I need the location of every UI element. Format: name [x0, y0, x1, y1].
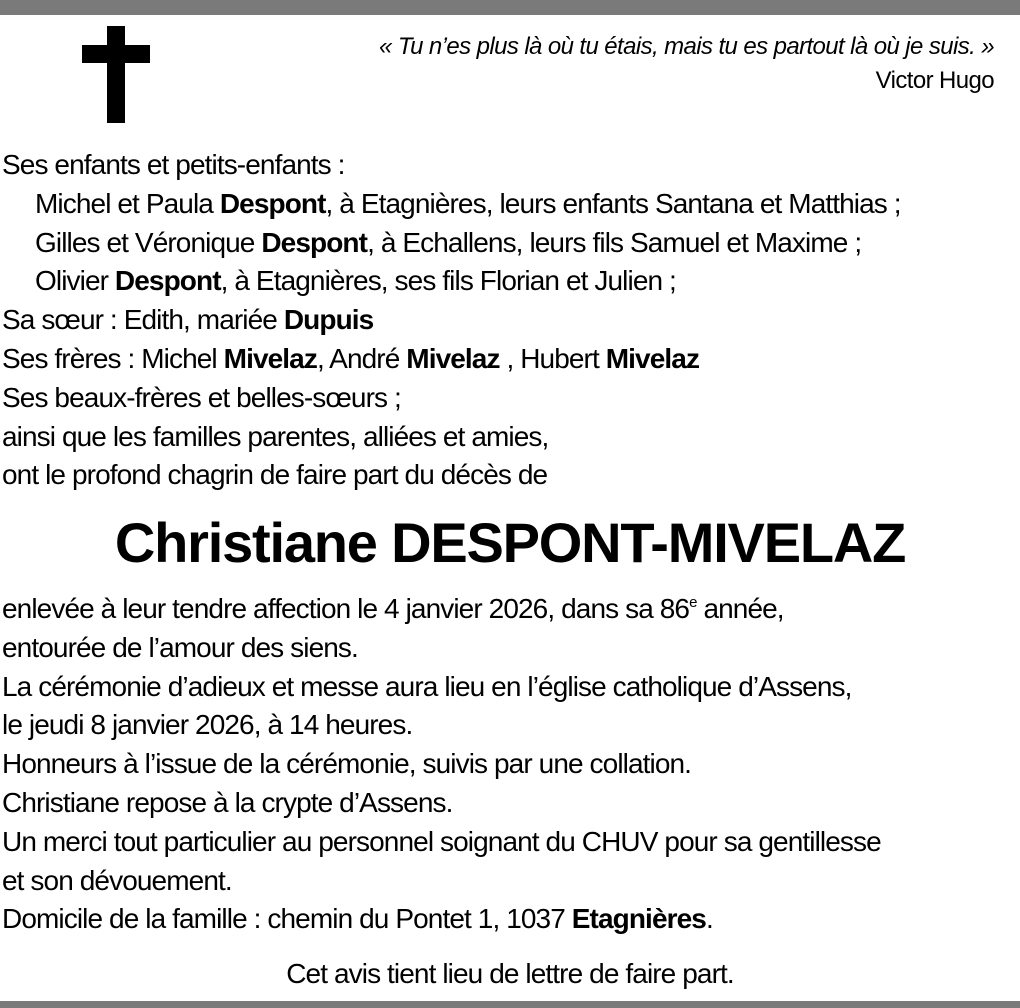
child-2-first-names: Gilles et Véronique — [35, 226, 262, 258]
closing-notice: Cet avis tient lieu de lettre de faire part. — [286, 958, 734, 989]
detail-line-4: le jeudi 8 janvier 2026, à 14 heures. — [2, 709, 413, 741]
child-3-details: , à Etagnières, ses fils Florian et Julien ; — [220, 265, 676, 297]
year-word: année, — [696, 593, 784, 624]
address-period: . — [705, 903, 713, 935]
detail-line-9 — [2, 900, 881, 939]
sister-surname: Dupuis — [283, 304, 374, 336]
detail-line-6: Christiane repose à la crypte d’Assens. — [2, 786, 453, 818]
family-brothers — [2, 340, 901, 379]
quote-author: Victor Hugo — [875, 67, 994, 94]
family-sister — [2, 301, 901, 340]
sister-text: Sa sœur : Edith, mariée — [2, 304, 284, 336]
detail-line-2: entourée de l’amour des siens. — [2, 631, 358, 663]
child-2-surname: Despont — [261, 226, 368, 258]
family-relatives: ainsi que les familles parentes, alliées et amies, — [2, 420, 549, 452]
brothers-text-2: , André — [316, 342, 407, 374]
brother-1-surname: Mivelaz — [223, 342, 317, 374]
address-town: Etagnières — [571, 903, 706, 935]
child-2-details: , à Echallens, leurs fils Samuel et Maxime ; — [367, 226, 862, 258]
child-1-first-names: Michel et Paula — [35, 187, 220, 219]
family-list — [2, 146, 901, 495]
brother-2-surname: Mivelaz — [406, 342, 500, 374]
ceremony-details — [2, 590, 881, 939]
brothers-text-3: , Hubert — [499, 342, 606, 374]
family-child-3 — [2, 262, 901, 301]
top-rule — [0, 0, 1020, 15]
child-3-surname: Despont — [114, 265, 221, 297]
deceased-name: Christiane DESPONT-MIVELAZ — [114, 511, 906, 574]
brother-3-surname: Mivelaz — [605, 342, 700, 374]
family-announce: ont le profond chagrin de faire part du décès de — [2, 459, 548, 491]
detail-line-1 — [2, 590, 881, 629]
family-inlaws: Ses beaux-frères et belles-sœurs ; — [2, 381, 401, 413]
quote-text: « Tu n’es plus là où tu étais, mais tu es partout là où je suis. » — [379, 33, 994, 60]
detail-line-5: Honneurs à l’issue de la cérémonie, suivis par une collation. — [2, 748, 692, 780]
detail-line-7: Un merci tout particulier au personnel soignant du CHUV pour sa gentillesse — [2, 825, 881, 857]
child-3-first-names: Olivier — [35, 265, 115, 297]
bottom-rule — [0, 1001, 1020, 1008]
family-child-1 — [2, 185, 901, 224]
detail-line-3: La cérémonie d’adieux et messe aura lieu en l’église catholique d’Assens, — [2, 670, 852, 702]
address-text: Domicile de la famille : chemin du Pontet 1, 1037 — [2, 903, 572, 935]
child-1-surname: Despont — [219, 187, 326, 219]
brothers-text-1: Ses frères : Michel — [2, 342, 224, 374]
family-child-2 — [2, 224, 901, 263]
death-date-text: enlevée à leur tendre affection le 4 janvier 2026, dans sa 86 — [2, 593, 690, 624]
family-intro: Ses enfants et petits-enfants : — [2, 149, 345, 180]
child-1-details: , à Etagnières, leurs enfants Santana et Matthias ; — [325, 187, 901, 219]
epigraph — [379, 30, 994, 98]
cross-icon — [82, 26, 150, 123]
detail-line-8: et son dévouement. — [2, 864, 232, 896]
ordinal-suffix: e — [689, 594, 697, 611]
